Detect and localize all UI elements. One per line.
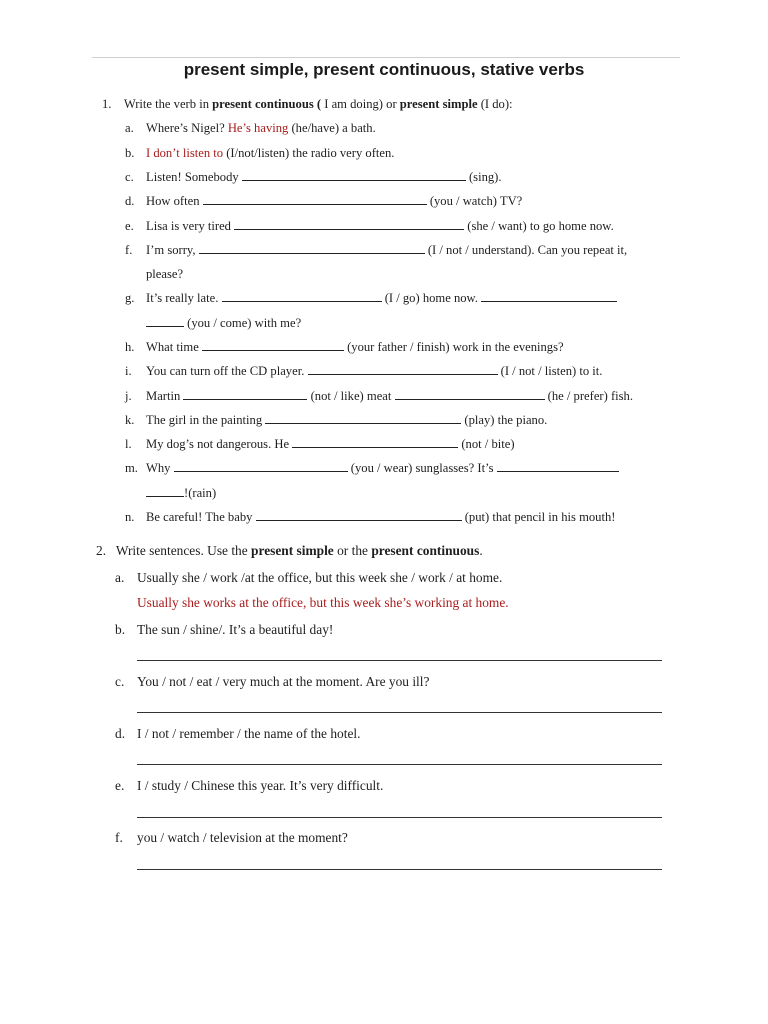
ex1-item-g-continued: (you / come) with me? (146, 315, 301, 331)
ex1-item-f: f. I’m sorry, (I / not / understand). Can you repeat it, (125, 243, 628, 257)
ex1-item-c: c. Listen! Somebody (sing). (125, 170, 502, 184)
ex2-item-e: e. I / study / Chinese this year. It’s very difficult. (115, 778, 384, 793)
answer-blank[interactable] (256, 509, 462, 521)
answer-blank[interactable] (497, 460, 619, 472)
answer-blank[interactable] (242, 169, 466, 181)
ex2-item-f: f. you / watch / television at the moment? (115, 830, 348, 845)
answer-blank[interactable] (203, 193, 427, 205)
answer-blank[interactable] (292, 436, 458, 448)
answer-blank[interactable] (146, 485, 184, 497)
ex1-item-a: a. Where’s Nigel? He’s having (he/have) a bath. (125, 121, 376, 135)
answer-blank[interactable] (146, 315, 184, 327)
ex1-item-l: l. My dog’s not dangerous. He (not / bite) (125, 437, 515, 451)
exercise-1-number: 1. (102, 97, 112, 111)
ex2-item-a: a. Usually she / work /at the office, but this week she / work / at home. (115, 570, 503, 585)
example-answer: I don’t listen to (146, 146, 224, 160)
ex2-item-c: c. You / not / eat / very much at the moment. Are you ill? (115, 674, 430, 689)
answer-line-d[interactable] (137, 764, 662, 765)
exercise-2-number: 2. (96, 543, 107, 558)
answer-blank[interactable] (202, 339, 344, 351)
answer-blank[interactable] (174, 460, 348, 472)
answer-blank[interactable] (199, 242, 425, 254)
answer-blank[interactable] (395, 388, 545, 400)
ex2-item-b: b. The sun / shine/. It’s a beautiful day! (115, 622, 334, 637)
exercise-2-instructions: 2. Write sentences. Use the present simple or the present continuous. (96, 543, 483, 558)
ex1-item-f-continued: please? (146, 267, 184, 281)
answer-blank[interactable] (234, 218, 464, 230)
ex1-item-g: g. It’s really late. (I / go) home now. (125, 290, 617, 306)
answer-line-e[interactable] (137, 817, 662, 818)
exercise-1-instructions: 1. Write the verb in present continuous ( I am doing) or present simple (I do): (102, 97, 513, 111)
ex1-item-d: d. How often (you / watch) TV? (125, 194, 523, 208)
ex1-item-h: h. What time (your father / finish) work in the evenings? (125, 340, 564, 354)
ex2-example-answer: Usually she works at the office, but this week she’s working at home. (137, 595, 509, 610)
answer-blank[interactable] (265, 412, 461, 424)
ex2-item-d: d. I / not / remember / the name of the hotel. (115, 726, 361, 741)
ex1-item-e: e. Lisa is very tired (she / want) to go home now. (125, 219, 614, 233)
answer-line-b[interactable] (137, 660, 662, 661)
ex1-item-m-continued: !(rain) (146, 485, 216, 501)
example-answer: He’s having (227, 121, 289, 135)
ex1-item-j: j. Martin (not / like) meat (he / prefer) fish. (125, 389, 633, 403)
worksheet-title: present simple, present continuous, stative verbs (183, 60, 585, 79)
answer-line-f[interactable] (137, 869, 662, 870)
ex1-item-i: i. You can turn off the CD player. (I / not / listen) to it. (125, 364, 603, 378)
ex1-item-n: n. Be careful! The baby (put) that pencil in his mouth! (125, 510, 616, 524)
answer-blank[interactable] (308, 363, 498, 375)
answer-line-c[interactable] (137, 712, 662, 713)
ex1-item-k: k. The girl in the painting (play) the piano. (125, 413, 548, 427)
top-rule (92, 57, 680, 58)
answer-blank[interactable] (222, 290, 382, 302)
ex1-item-m: m. Why (you / wear) sunglasses? It’s (125, 460, 619, 476)
answer-blank[interactable] (183, 388, 307, 400)
ex1-item-b: b. I don’t listen to (I/not/listen) the radio very often. (125, 146, 395, 160)
answer-blank[interactable] (481, 290, 617, 302)
